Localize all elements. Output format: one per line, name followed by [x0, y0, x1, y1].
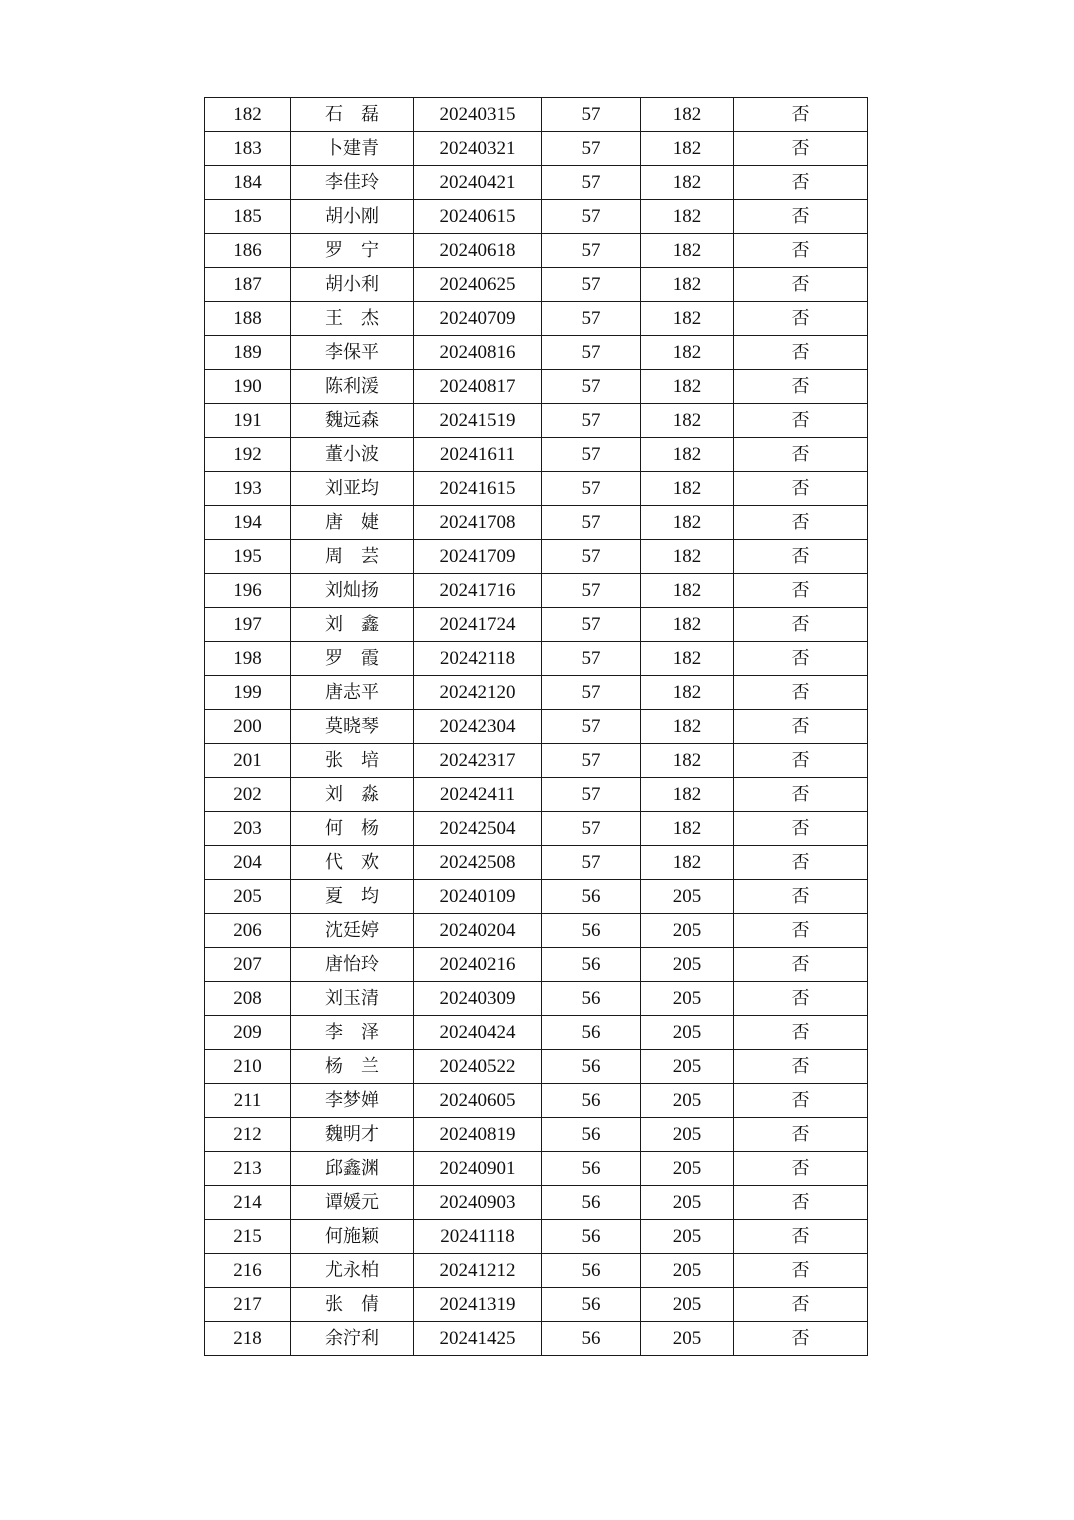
table-row [205, 438, 868, 472]
serial-number-cell: 186 [205, 234, 291, 268]
name-cell: 刘玉清 [291, 982, 414, 1016]
table-row [205, 812, 868, 846]
score-cell: 57 [542, 302, 641, 336]
serial-number-cell: 216 [205, 1254, 291, 1288]
exam-id-cell: 20241118 [414, 1220, 542, 1254]
serial-number-cell: 209 [205, 1016, 291, 1050]
score-cell: 57 [542, 268, 641, 302]
serial-number-cell: 200 [205, 710, 291, 744]
selected-flag-cell: 否 [734, 880, 868, 914]
table-row [205, 608, 868, 642]
name-cell: 胡小刚 [291, 200, 414, 234]
rank-cell: 182 [641, 370, 734, 404]
exam-id-cell: 20241519 [414, 404, 542, 438]
table-row [205, 1050, 868, 1084]
name-cell: 李保平 [291, 336, 414, 370]
name-cell: 卜建青 [291, 132, 414, 166]
rank-cell: 182 [641, 812, 734, 846]
score-cell: 57 [542, 778, 641, 812]
rank-cell: 182 [641, 302, 734, 336]
score-table-body [205, 98, 868, 1356]
serial-number-cell: 198 [205, 642, 291, 676]
score-cell: 57 [542, 540, 641, 574]
exam-id-cell: 20240315 [414, 98, 542, 132]
table-row [205, 370, 868, 404]
table-row [205, 98, 868, 132]
name-cell: 代 欢 [291, 846, 414, 880]
selected-flag-cell: 否 [734, 268, 868, 302]
selected-flag-cell: 否 [734, 200, 868, 234]
exam-id-cell: 20241212 [414, 1254, 542, 1288]
score-cell: 57 [542, 642, 641, 676]
exam-id-cell: 20240817 [414, 370, 542, 404]
selected-flag-cell: 否 [734, 1254, 868, 1288]
exam-id-cell: 20241724 [414, 608, 542, 642]
rank-cell: 182 [641, 540, 734, 574]
table-row [205, 880, 868, 914]
selected-flag-cell: 否 [734, 744, 868, 778]
table-row [205, 1288, 868, 1322]
serial-number-cell: 211 [205, 1084, 291, 1118]
name-cell: 李佳玲 [291, 166, 414, 200]
name-cell: 杨 兰 [291, 1050, 414, 1084]
selected-flag-cell: 否 [734, 1016, 868, 1050]
name-cell: 周 芸 [291, 540, 414, 574]
table-row [205, 472, 868, 506]
score-cell: 57 [542, 370, 641, 404]
name-cell: 唐志平 [291, 676, 414, 710]
rank-cell: 182 [641, 506, 734, 540]
score-cell: 56 [542, 1254, 641, 1288]
serial-number-cell: 210 [205, 1050, 291, 1084]
table-row [205, 302, 868, 336]
name-cell: 刘 淼 [291, 778, 414, 812]
selected-flag-cell: 否 [734, 1084, 868, 1118]
selected-flag-cell: 否 [734, 608, 868, 642]
exam-id-cell: 20242120 [414, 676, 542, 710]
rank-cell: 182 [641, 234, 734, 268]
exam-id-cell: 20242317 [414, 744, 542, 778]
exam-id-cell: 20240204 [414, 914, 542, 948]
selected-flag-cell: 否 [734, 370, 868, 404]
exam-id-cell: 20241425 [414, 1322, 542, 1356]
table-row [205, 846, 868, 880]
score-cell: 57 [542, 98, 641, 132]
rank-cell: 205 [641, 1016, 734, 1050]
rank-cell: 205 [641, 914, 734, 948]
score-cell: 57 [542, 812, 641, 846]
selected-flag-cell: 否 [734, 574, 868, 608]
exam-id-cell: 20240321 [414, 132, 542, 166]
table-row [205, 744, 868, 778]
selected-flag-cell: 否 [734, 540, 868, 574]
exam-id-cell: 20241611 [414, 438, 542, 472]
score-cell: 56 [542, 1084, 641, 1118]
selected-flag-cell: 否 [734, 982, 868, 1016]
selected-flag-cell: 否 [734, 336, 868, 370]
rank-cell: 182 [641, 778, 734, 812]
name-cell: 刘亚均 [291, 472, 414, 506]
name-cell: 李 泽 [291, 1016, 414, 1050]
name-cell: 魏远森 [291, 404, 414, 438]
name-cell: 张 培 [291, 744, 414, 778]
selected-flag-cell: 否 [734, 812, 868, 846]
exam-id-cell: 20240424 [414, 1016, 542, 1050]
exam-id-cell: 20241716 [414, 574, 542, 608]
score-cell: 57 [542, 166, 641, 200]
table-row [205, 1152, 868, 1186]
exam-id-cell: 20240816 [414, 336, 542, 370]
selected-flag-cell: 否 [734, 778, 868, 812]
exam-id-cell: 20241319 [414, 1288, 542, 1322]
serial-number-cell: 195 [205, 540, 291, 574]
name-cell: 谭媛元 [291, 1186, 414, 1220]
serial-number-cell: 192 [205, 438, 291, 472]
selected-flag-cell: 否 [734, 1288, 868, 1322]
serial-number-cell: 201 [205, 744, 291, 778]
rank-cell: 205 [641, 1254, 734, 1288]
exam-id-cell: 20241709 [414, 540, 542, 574]
exam-id-cell: 20240309 [414, 982, 542, 1016]
exam-id-cell: 20242411 [414, 778, 542, 812]
name-cell: 罗 霞 [291, 642, 414, 676]
score-cell: 56 [542, 948, 641, 982]
rank-cell: 182 [641, 472, 734, 506]
exam-id-cell: 20240625 [414, 268, 542, 302]
selected-flag-cell: 否 [734, 948, 868, 982]
exam-id-cell: 20240522 [414, 1050, 542, 1084]
selected-flag-cell: 否 [734, 1322, 868, 1356]
rank-cell: 182 [641, 166, 734, 200]
name-cell: 刘灿扬 [291, 574, 414, 608]
exam-id-cell: 20242118 [414, 642, 542, 676]
table-row [205, 574, 868, 608]
selected-flag-cell: 否 [734, 1220, 868, 1254]
score-cell: 56 [542, 1152, 641, 1186]
exam-id-cell: 20242504 [414, 812, 542, 846]
serial-number-cell: 202 [205, 778, 291, 812]
name-cell: 陈利湲 [291, 370, 414, 404]
serial-number-cell: 184 [205, 166, 291, 200]
selected-flag-cell: 否 [734, 1050, 868, 1084]
selected-flag-cell: 否 [734, 166, 868, 200]
score-cell: 56 [542, 982, 641, 1016]
score-cell: 57 [542, 846, 641, 880]
name-cell: 邱鑫渊 [291, 1152, 414, 1186]
exam-id-cell: 20240216 [414, 948, 542, 982]
rank-cell: 205 [641, 1050, 734, 1084]
score-cell: 57 [542, 506, 641, 540]
score-cell: 57 [542, 234, 641, 268]
serial-number-cell: 183 [205, 132, 291, 166]
selected-flag-cell: 否 [734, 1152, 868, 1186]
table-row [205, 1118, 868, 1152]
name-cell: 李梦婵 [291, 1084, 414, 1118]
serial-number-cell: 204 [205, 846, 291, 880]
name-cell: 夏 均 [291, 880, 414, 914]
exam-id-cell: 20240903 [414, 1186, 542, 1220]
rank-cell: 205 [641, 1118, 734, 1152]
score-cell: 57 [542, 438, 641, 472]
score-table [204, 97, 868, 1356]
rank-cell: 182 [641, 200, 734, 234]
name-cell: 张 倩 [291, 1288, 414, 1322]
score-cell: 57 [542, 472, 641, 506]
rank-cell: 182 [641, 642, 734, 676]
exam-id-cell: 20240709 [414, 302, 542, 336]
exam-id-cell: 20240901 [414, 1152, 542, 1186]
rank-cell: 205 [641, 1288, 734, 1322]
name-cell: 唐 婕 [291, 506, 414, 540]
rank-cell: 205 [641, 1152, 734, 1186]
name-cell: 何 杨 [291, 812, 414, 846]
name-cell: 余泞利 [291, 1322, 414, 1356]
name-cell: 罗 宁 [291, 234, 414, 268]
serial-number-cell: 206 [205, 914, 291, 948]
rank-cell: 182 [641, 336, 734, 370]
table-row [205, 676, 868, 710]
rank-cell: 182 [641, 404, 734, 438]
score-cell: 56 [542, 1186, 641, 1220]
score-cell: 57 [542, 710, 641, 744]
table-row [205, 234, 868, 268]
rank-cell: 182 [641, 98, 734, 132]
score-cell: 56 [542, 1288, 641, 1322]
serial-number-cell: 214 [205, 1186, 291, 1220]
table-row [205, 166, 868, 200]
serial-number-cell: 199 [205, 676, 291, 710]
serial-number-cell: 203 [205, 812, 291, 846]
serial-number-cell: 196 [205, 574, 291, 608]
table-row [205, 506, 868, 540]
selected-flag-cell: 否 [734, 472, 868, 506]
serial-number-cell: 218 [205, 1322, 291, 1356]
table-row [205, 404, 868, 438]
score-cell: 56 [542, 1220, 641, 1254]
selected-flag-cell: 否 [734, 676, 868, 710]
serial-number-cell: 187 [205, 268, 291, 302]
rank-cell: 182 [641, 438, 734, 472]
rank-cell: 182 [641, 846, 734, 880]
serial-number-cell: 189 [205, 336, 291, 370]
score-cell: 56 [542, 1016, 641, 1050]
exam-id-cell: 20241615 [414, 472, 542, 506]
exam-id-cell: 20240819 [414, 1118, 542, 1152]
serial-number-cell: 188 [205, 302, 291, 336]
table-row [205, 268, 868, 302]
table-row [205, 1186, 868, 1220]
rank-cell: 205 [641, 1084, 734, 1118]
score-cell: 56 [542, 1118, 641, 1152]
serial-number-cell: 215 [205, 1220, 291, 1254]
exam-id-cell: 20240421 [414, 166, 542, 200]
score-cell: 57 [542, 336, 641, 370]
name-cell: 王 杰 [291, 302, 414, 336]
table-row [205, 1016, 868, 1050]
name-cell: 尤永柏 [291, 1254, 414, 1288]
selected-flag-cell: 否 [734, 302, 868, 336]
name-cell: 胡小利 [291, 268, 414, 302]
name-cell: 莫晓琴 [291, 710, 414, 744]
serial-number-cell: 193 [205, 472, 291, 506]
score-cell: 57 [542, 676, 641, 710]
exam-id-cell: 20241708 [414, 506, 542, 540]
selected-flag-cell: 否 [734, 98, 868, 132]
exam-id-cell: 20240605 [414, 1084, 542, 1118]
selected-flag-cell: 否 [734, 234, 868, 268]
name-cell: 魏明才 [291, 1118, 414, 1152]
rank-cell: 205 [641, 1322, 734, 1356]
table-row [205, 1254, 868, 1288]
table-row [205, 1220, 868, 1254]
selected-flag-cell: 否 [734, 438, 868, 472]
score-cell: 56 [542, 1050, 641, 1084]
serial-number-cell: 217 [205, 1288, 291, 1322]
score-cell: 56 [542, 1322, 641, 1356]
rank-cell: 182 [641, 710, 734, 744]
table-row [205, 1322, 868, 1356]
serial-number-cell: 182 [205, 98, 291, 132]
name-cell: 石 磊 [291, 98, 414, 132]
serial-number-cell: 205 [205, 880, 291, 914]
name-cell: 沈廷婷 [291, 914, 414, 948]
rank-cell: 182 [641, 574, 734, 608]
selected-flag-cell: 否 [734, 404, 868, 438]
table-row [205, 336, 868, 370]
table-row [205, 1084, 868, 1118]
rank-cell: 182 [641, 744, 734, 778]
serial-number-cell: 185 [205, 200, 291, 234]
rank-cell: 182 [641, 268, 734, 302]
table-row [205, 710, 868, 744]
table-row [205, 914, 868, 948]
table-row [205, 982, 868, 1016]
serial-number-cell: 208 [205, 982, 291, 1016]
score-cell: 56 [542, 914, 641, 948]
selected-flag-cell: 否 [734, 642, 868, 676]
table-row [205, 540, 868, 574]
name-cell: 董小波 [291, 438, 414, 472]
rank-cell: 182 [641, 608, 734, 642]
serial-number-cell: 190 [205, 370, 291, 404]
score-cell: 57 [542, 608, 641, 642]
selected-flag-cell: 否 [734, 914, 868, 948]
score-cell: 57 [542, 744, 641, 778]
name-cell: 唐怡玲 [291, 948, 414, 982]
rank-cell: 205 [641, 880, 734, 914]
score-cell: 57 [542, 132, 641, 166]
rank-cell: 182 [641, 676, 734, 710]
table-row [205, 948, 868, 982]
serial-number-cell: 191 [205, 404, 291, 438]
score-cell: 57 [542, 404, 641, 438]
selected-flag-cell: 否 [734, 506, 868, 540]
selected-flag-cell: 否 [734, 1186, 868, 1220]
exam-id-cell: 20242304 [414, 710, 542, 744]
table-row [205, 200, 868, 234]
score-cell: 57 [542, 574, 641, 608]
serial-number-cell: 197 [205, 608, 291, 642]
exam-id-cell: 20240618 [414, 234, 542, 268]
table-row [205, 642, 868, 676]
table-row [205, 132, 868, 166]
serial-number-cell: 213 [205, 1152, 291, 1186]
rank-cell: 182 [641, 132, 734, 166]
serial-number-cell: 194 [205, 506, 291, 540]
selected-flag-cell: 否 [734, 132, 868, 166]
selected-flag-cell: 否 [734, 1118, 868, 1152]
exam-id-cell: 20240615 [414, 200, 542, 234]
rank-cell: 205 [641, 982, 734, 1016]
exam-id-cell: 20242508 [414, 846, 542, 880]
rank-cell: 205 [641, 1186, 734, 1220]
serial-number-cell: 212 [205, 1118, 291, 1152]
selected-flag-cell: 否 [734, 846, 868, 880]
table-row [205, 778, 868, 812]
score-cell: 56 [542, 880, 641, 914]
serial-number-cell: 207 [205, 948, 291, 982]
exam-id-cell: 20240109 [414, 880, 542, 914]
rank-cell: 205 [641, 1220, 734, 1254]
name-cell: 刘 鑫 [291, 608, 414, 642]
selected-flag-cell: 否 [734, 710, 868, 744]
rank-cell: 205 [641, 948, 734, 982]
name-cell: 何施颖 [291, 1220, 414, 1254]
score-cell: 57 [542, 200, 641, 234]
